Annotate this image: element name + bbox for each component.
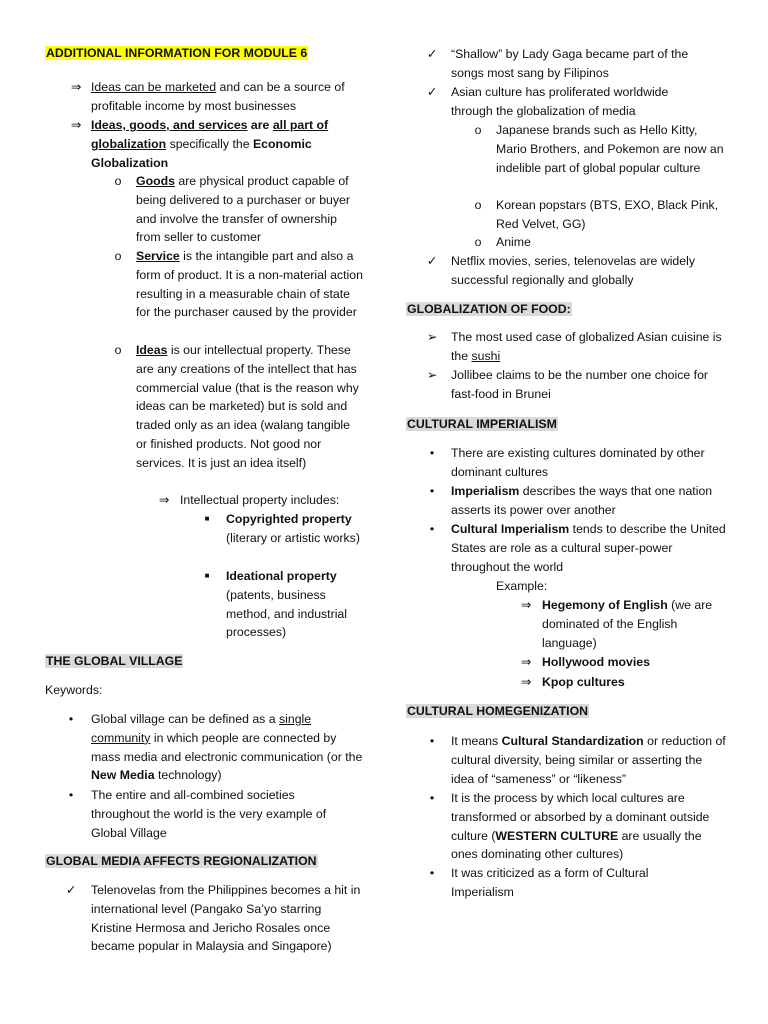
- cultural-homogenization-heading: CULTURAL HOMEGENIZATION: [407, 704, 589, 718]
- bullet-icon: •: [68, 712, 74, 726]
- cultural-imperialism-heading: CULTURAL IMPERIALISM: [407, 417, 557, 431]
- double-arrow-icon: ⇒: [70, 118, 82, 132]
- circle-bullet-icon: o: [474, 235, 482, 249]
- arrowhead-bullet-icon: ➢: [426, 368, 438, 382]
- japanese-brands-item: Japanese brands such as Hello Kitty, Mario Brothers, and Pokemon are now an indelible part of global popular culture: [496, 123, 724, 175]
- kpop-item: Kpop cultures: [542, 675, 625, 689]
- bullet-icon: •: [68, 788, 74, 802]
- square-bullet-icon: ■: [204, 571, 210, 580]
- bullet-icon: •: [429, 522, 435, 536]
- ci-point-2: Imperialism describes the ways that one nation asserts its power over another: [451, 484, 713, 517]
- bullet-icon: •: [429, 446, 435, 460]
- ch-point-1: It means Cultural Standardization or reduction of cultural diversity, being similar or asserting the idea of “sameness” or “likeness”: [451, 734, 726, 786]
- square-bullet-icon: ■: [204, 514, 210, 523]
- ideational-property-item: Ideational property (patents, business method, and industrial processes): [226, 569, 347, 640]
- sushi-item: The most used case of globalized Asian cuisine is the sushi: [451, 330, 722, 363]
- globalization-food-heading: GLOBALIZATION OF FOOD:: [407, 302, 571, 316]
- copyrighted-property-item: Copyrighted property (literary or artistic works): [226, 512, 360, 545]
- bullet-icon: •: [429, 484, 435, 498]
- bullet-icon: •: [429, 734, 435, 748]
- goods-item: Goods are physical product capable of being delivered to a purchaser or buyer and involve the transfer of ownership from seller to customer: [136, 174, 350, 245]
- circle-bullet-icon: o: [114, 174, 122, 188]
- check-icon: ✓: [65, 883, 77, 897]
- bullet-icon: •: [429, 866, 435, 880]
- telenovelas-item: Telenovelas from the Philippines becomes a hit in international level (Pangako Sa’yo starring Kristine Hermosa and Jericho Rosales once became popular in Malaysia and Singapore): [91, 883, 361, 954]
- bullet-icon: •: [429, 791, 435, 805]
- netflix-item: Netflix movies, series, telenovelas are widely successful regionally and globally: [451, 254, 695, 287]
- global-village-point-2: The entire and all-combined societies throughout the world is the very example of Global Village: [91, 788, 327, 840]
- jollibee-item: Jollibee claims to be the number one choice for fast-food in Brunei: [451, 368, 709, 401]
- double-arrow-icon: ⇒: [520, 598, 532, 612]
- double-arrow-icon: ⇒: [158, 493, 170, 507]
- ch-point-2: It is the process by which local cultures are transformed or absorbed by a dominant outside culture (WESTERN CULTURE are usually the ones dominating other cultures): [451, 791, 710, 862]
- global-village-point-1: Global village can be defined as a single community in which people are connected by mass media and electronic communication (or the New Media technology): [91, 712, 363, 783]
- ideas-marketed-paragraph: Ideas can be marketed and can be a source of profitable income by most businesses: [91, 80, 345, 113]
- double-arrow-icon: ⇒: [70, 80, 82, 94]
- service-item: Service is the intangible part and also a form of product. It is a non-material action resulting in a measurable chain of state for the purchaser caused by the provider: [136, 249, 363, 320]
- hollywood-item: Hollywood movies: [542, 655, 650, 669]
- circle-bullet-icon: o: [474, 198, 482, 212]
- shallow-item: “Shallow” by Lady Gaga became part of the songs most sang by Filipinos: [451, 47, 689, 80]
- circle-bullet-icon: o: [114, 249, 122, 263]
- module-title: ADDITIONAL INFORMATION FOR MODULE 6: [46, 46, 308, 60]
- asian-culture-item: Asian culture has proliferated worldwide through the globalization of media: [451, 85, 669, 118]
- double-arrow-icon: ⇒: [520, 675, 532, 689]
- global-media-heading: GLOBAL MEDIA AFFECTS REGIONALIZATION: [46, 854, 317, 868]
- ci-point-1: There are existing cultures dominated by other dominant cultures: [451, 446, 705, 479]
- check-icon: ✓: [426, 85, 438, 99]
- anime-item: Anime: [496, 235, 531, 249]
- ci-point-3: Cultural Imperialism tends to describe the United States are role as a cultural super-power throughout the world: [451, 522, 726, 574]
- global-village-heading: THE GLOBAL VILLAGE: [46, 654, 183, 668]
- ch-point-3: It was criticized as a form of Cultural Imperialism: [451, 866, 649, 899]
- ideas-item: Ideas is our intellectual property. These are any creations of the intellect that has commercial value (that is the reason why ideas can be marketed) but is sold and traded only as an idea (walang tangible or finished products. Not good nor services. It is just an idea itself): [136, 343, 359, 470]
- check-icon: ✓: [426, 47, 438, 61]
- ideas-goods-services-paragraph: Ideas, goods, and services are all part of globalization specifically the Economic Globalization: [91, 118, 329, 170]
- circle-bullet-icon: o: [114, 343, 122, 357]
- check-icon: ✓: [426, 254, 438, 268]
- ip-includes-label: Intellectual property includes:: [180, 493, 340, 507]
- korean-popstars-item: Korean popstars (BTS, EXO, Black Pink, Red Velvet, GG): [496, 198, 719, 231]
- keywords-label: Keywords:: [45, 683, 103, 697]
- double-arrow-icon: ⇒: [520, 655, 532, 669]
- example-label: Example:: [496, 579, 548, 593]
- hegemony-english-item: Hegemony of English (we are dominated of the English language): [542, 598, 713, 650]
- arrowhead-bullet-icon: ➢: [426, 330, 438, 344]
- circle-bullet-icon: o: [474, 123, 482, 137]
